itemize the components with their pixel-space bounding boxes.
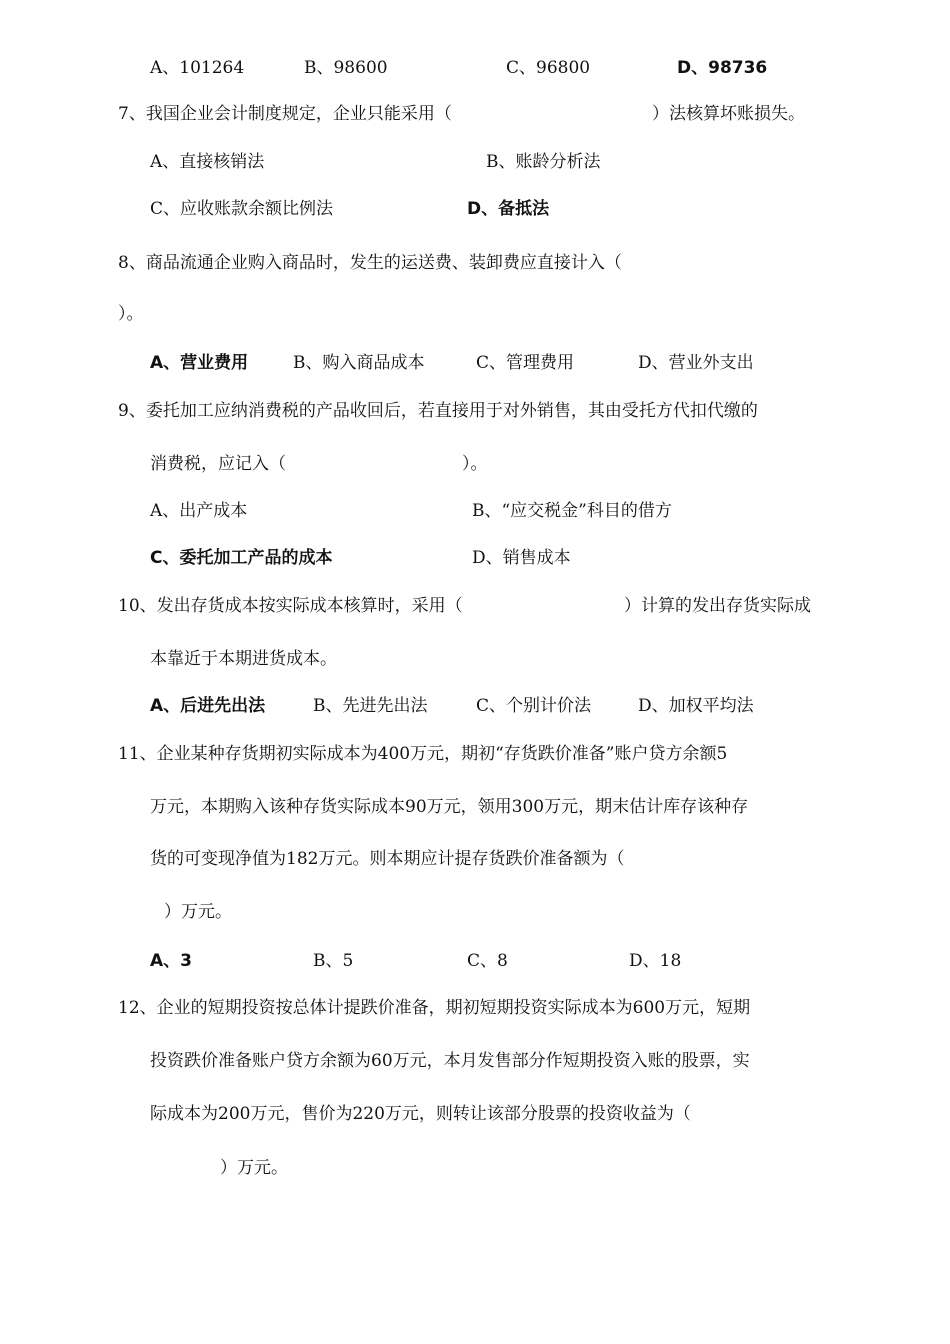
q7-stem-end: ）法核算坏账损失。: [652, 104, 805, 124]
q10-stem-end: ）计算的发出存货实际成: [624, 596, 811, 616]
q7-stem-start: 7、我国企业会计制度规定，企业只能采用（: [118, 104, 452, 124]
q12-stem-line2: 投资跌价准备账户贷方余额为60万元，本月发售部分作短期投资入账的股票，实: [150, 1051, 750, 1071]
q6-option-c: C、96800: [506, 58, 591, 78]
q9-option-d: D、销售成本: [472, 548, 571, 568]
q12-stem-line4: ）万元。: [220, 1158, 288, 1178]
q10-option-c: C、个别计价法: [476, 696, 592, 716]
q6-option-a: A、101264: [150, 58, 245, 78]
q11-stem-line2: 万元，本期购入该种存货实际成本90万元，领用300万元，期末估计库存该种存: [150, 797, 749, 817]
q10-option-a-answer: A、后进先出法: [150, 696, 266, 716]
q10-option-b: B、先进先出法: [313, 696, 428, 716]
q12-stem-line1: 12、企业的短期投资按总体计提跌价准备，期初短期投资实际成本为600万元，短期: [118, 998, 751, 1018]
q10-stem-start: 10、发出存货成本按实际成本核算时，采用（: [118, 596, 463, 616]
q7-option-b: B、账龄分析法: [486, 152, 601, 172]
q8-stem-line2: ）。: [118, 304, 144, 324]
q10-option-d: D、加权平均法: [638, 696, 754, 716]
q9-stem-line2-end: ）。: [462, 454, 488, 474]
q9-stem-line2-start: 消费税，应记入（: [150, 454, 286, 474]
q11-stem-line3: 货的可变现净值为182万元。则本期应计提存货跌价准备额为（: [150, 849, 625, 869]
q9-option-b: B、“应交税金”科目的借方: [472, 501, 672, 521]
q9-option-c-answer: C、委托加工产品的成本: [150, 548, 333, 568]
q8-option-c: C、管理费用: [476, 353, 575, 373]
q8-stem-line1: 8、商品流通企业购入商品时，发生的运送费、装卸费应直接计入（: [118, 253, 622, 273]
q11-stem-line4: ）万元。: [164, 902, 232, 922]
q6-option-b: B、98600: [304, 58, 388, 78]
q8-option-d: D、营业外支出: [638, 353, 754, 373]
q11-stem-line1: 11、企业某种存货期初实际成本为400万元，期初“存货跌价准备”账户贷方余额5: [118, 744, 728, 764]
q6-option-d-answer: D、98736: [677, 58, 768, 78]
q9-stem-line1: 9、委托加工应纳消费税的产品收回后，若直接用于对外销售，其由受托方代扣代缴的: [118, 401, 758, 421]
q7-option-d-answer: D、备抵法: [467, 199, 550, 219]
q11-option-b: B、5: [313, 951, 354, 971]
q7-option-a: A、直接核销法: [150, 152, 265, 172]
q7-option-c: C、应收账款余额比例法: [150, 199, 334, 219]
q11-option-a-answer: A、3: [150, 951, 192, 971]
q11-option-d: D、18: [629, 951, 682, 971]
q8-option-b: B、购入商品成本: [293, 353, 425, 373]
q11-option-c: C、8: [467, 951, 508, 971]
q10-stem-line2: 本靠近于本期进货成本。: [150, 649, 337, 669]
q9-option-a: A、出产成本: [150, 501, 248, 521]
q12-stem-line3: 际成本为200万元，售价为220万元，则转让该部分股票的投资收益为（: [150, 1104, 691, 1124]
q8-option-a-answer: A、营业费用: [150, 353, 249, 373]
